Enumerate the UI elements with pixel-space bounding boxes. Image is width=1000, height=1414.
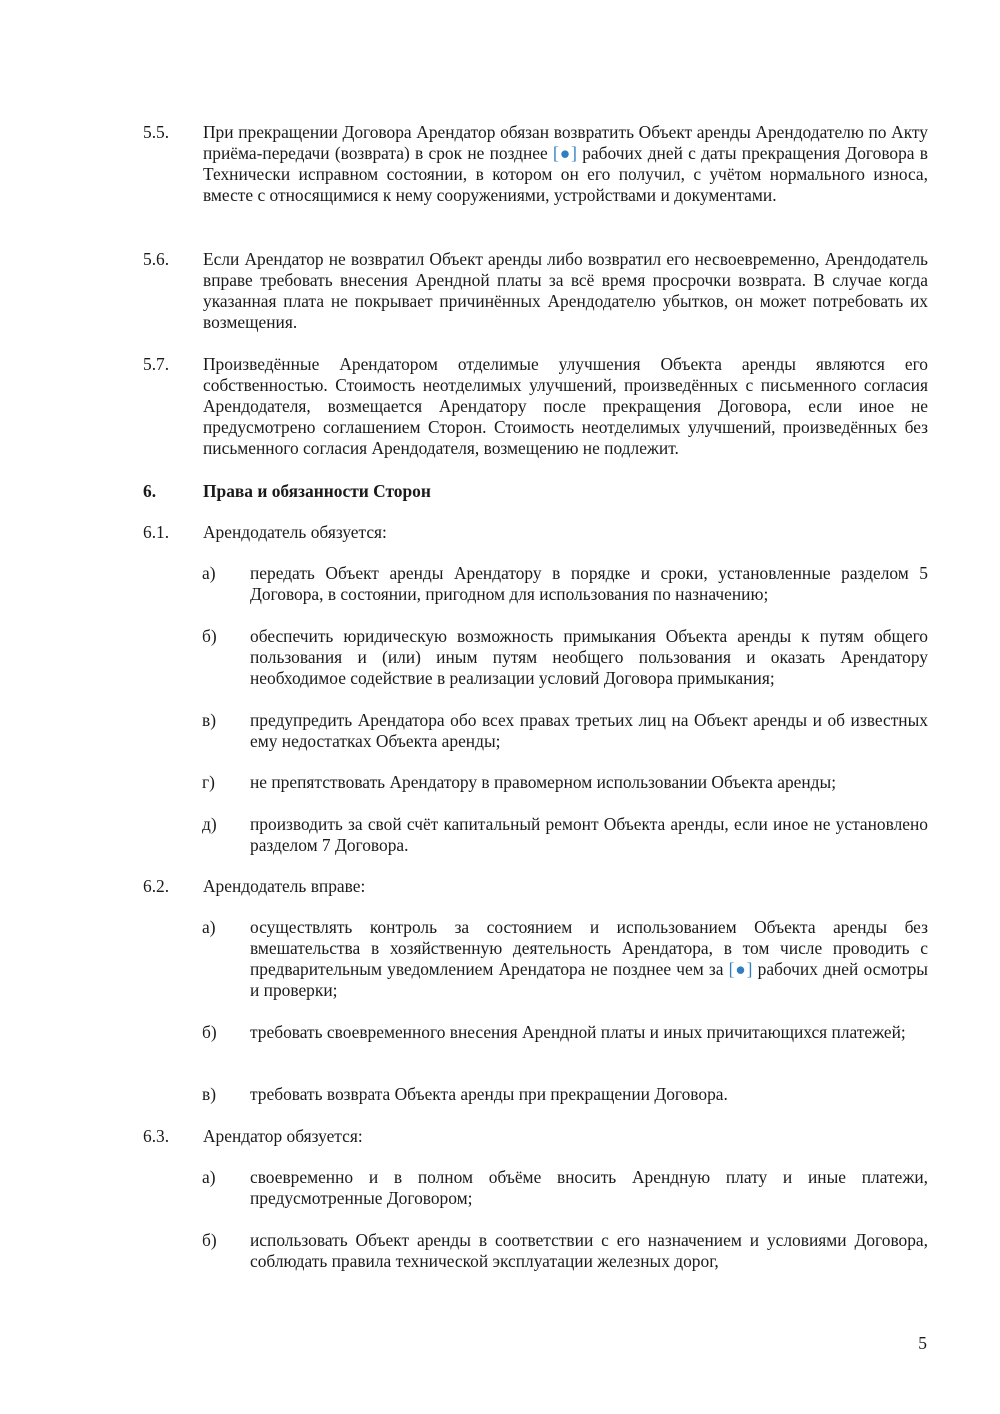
section-title: Права и обязанности Сторон [203, 481, 431, 501]
list-item-text: передать Объект аренды Арендатору в порядке и сроки, установленные разделом 5 Договора, в состоянии, пригодном для использования по назначению; [250, 563, 928, 604]
clause-5-5 [143, 122, 928, 206]
clause-text-part: При прекращении Договора Арендатор обязан возвратить Объект аренды Арендодателю по Акту приёма-передачи (возврата) в срок не позднее [203, 122, 928, 163]
list-item [202, 1084, 928, 1105]
clause-6-2 [143, 876, 928, 897]
list-item-text-part: рабочих дней осмотры и проверки; [250, 959, 928, 1000]
list-item-text [250, 917, 928, 1001]
clause-6-1 [143, 522, 928, 543]
clause-number: 6.3. [143, 1126, 170, 1146]
list-item-marker: в) [202, 1084, 217, 1104]
list-item-text: использовать Объект аренды в соответствии с его назначением и условиями Договора, соблюдать правила технической эксплуатации железных дорог, [250, 1230, 928, 1271]
clause-text: Арендатор обязуется: [203, 1126, 363, 1146]
list-item-marker: а) [202, 1167, 216, 1187]
list-item-marker: а) [202, 563, 216, 583]
list-item-marker: г) [202, 772, 215, 792]
list-item [202, 772, 928, 793]
list-item-text: требовать возврата Объекта аренды при прекращении Договора. [250, 1084, 728, 1104]
list-item-marker: б) [202, 626, 217, 646]
clause-text: Произведённые Арендатором отделимые улучшения Объекта аренды являются его собственностью. Стоимость неотделимых улучшений, произведённых с письменного согласия Арендодателя, возмещается Арендатору после прекращения Договора, если иное не предусмотрено соглашением Сторон. Стоимость неотделимых улучшений, произведённых без письменного согласия Арендодателя, возмещению не подлежит. [203, 354, 928, 458]
clause-number: 5.6. [143, 249, 170, 269]
list-item-marker: б) [202, 1022, 217, 1042]
clause-text: Арендодатель обязуется: [203, 522, 387, 542]
clause-number: 5.7. [143, 354, 170, 374]
clause-5-6 [143, 249, 928, 333]
list-item-marker: д) [202, 814, 217, 834]
clause-5-7 [143, 354, 928, 459]
list-item-text-part: осуществлять контроль за состоянием и использованием Объекта аренды без вмешательства в хозяйственную деятельность Арендатора, в том числе проводить с предварительным уведомлением Арендатора не позднее чем за [250, 917, 928, 979]
list-item-text: производить за свой счёт капитальный ремонт Объекта аренды, если иное не установлено разделом 7 Договора. [250, 814, 928, 855]
clause-text: Арендодатель вправе: [203, 876, 366, 896]
list-item-marker: в) [202, 710, 217, 730]
clause-number: 6.1. [143, 522, 170, 542]
clause-text: Если Арендатор не возвратил Объект аренды либо возвратил его несвоевременно, Арендодатель вправе требовать внесения Арендной платы за всё время просрочки возврата. В случае когда указанная плата не покрывает причинённых Арендодателю убытков, он может потребовать их возмещения. [203, 249, 928, 332]
placeholder-marker: [●] [728, 959, 753, 979]
list-item-text: не препятствовать Арендатору в правомерном использовании Объекта аренды; [250, 772, 837, 792]
section-number: 6. [143, 481, 157, 501]
list-item-marker: а) [202, 917, 216, 937]
list-item [202, 1022, 928, 1043]
clause-6-3 [143, 1126, 928, 1147]
list-item [202, 1167, 928, 1209]
list-item-text: обеспечить юридическую возможность примыкания Объекта аренды к путям общего пользования и (или) иным путям необщего пользования и оказать Арендатору необходимое содействие в реализации условий Договора примыкания; [250, 626, 928, 688]
page-number: 5 [918, 1333, 927, 1353]
list-item-text: предупредить Арендатора обо всех правах третьих лиц на Объект аренды и об известных ему недостатках Объекта аренды; [250, 710, 928, 751]
placeholder-marker: [●] [553, 143, 577, 163]
list-item-marker: б) [202, 1230, 217, 1250]
list-item-text: требовать своевременного внесения Арендной платы и иных причитающихся платежей; [250, 1022, 906, 1042]
list-item-text: своевременно и в полном объёме вносить Арендную плату и иные платежи, предусмотренные Договором; [250, 1167, 928, 1208]
clause-number: 5.5. [143, 122, 170, 142]
list-item [202, 710, 928, 752]
list-item [202, 1230, 928, 1272]
list-item [202, 626, 928, 689]
section-6-heading [143, 481, 928, 502]
clause-number: 6.2. [143, 876, 170, 896]
clause-text-part: рабочих дней с даты прекращения Договора в Технически исправном состоянии, в котором он его получил, с учётом нормального износа, вместе с относящимися к нему сооружениями, устройствами и документами. [203, 143, 928, 205]
clause-text [203, 122, 928, 206]
list-item [202, 917, 928, 1001]
list-item [202, 563, 928, 605]
list-item [202, 814, 928, 856]
